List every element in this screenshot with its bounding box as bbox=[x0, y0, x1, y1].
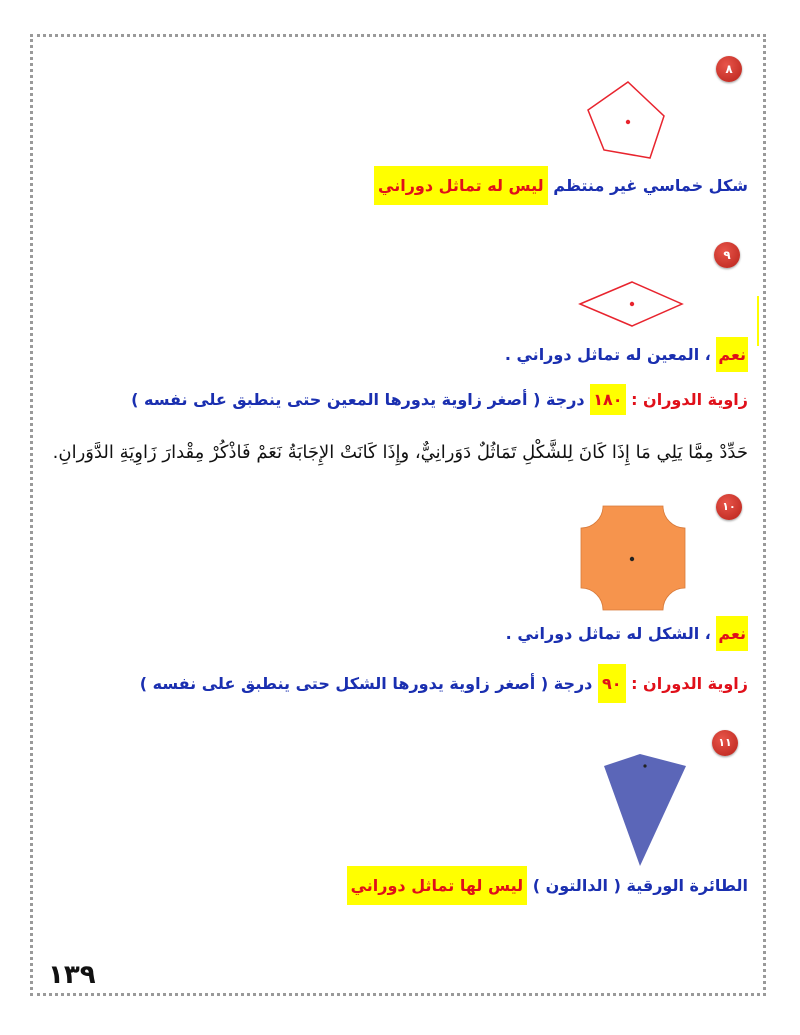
page-number: ١٣٩ bbox=[48, 960, 96, 990]
q9-degree-word: درجة bbox=[545, 390, 585, 409]
q9-angle-value: ١٨٠ bbox=[590, 384, 625, 415]
margin-mark bbox=[757, 296, 759, 346]
q9-yes: نعم bbox=[716, 337, 748, 372]
q10-answer-line bbox=[506, 624, 748, 643]
kite-shape bbox=[602, 752, 688, 868]
rhombus-shape bbox=[578, 280, 688, 330]
q9-text: ، المعين له تماثل دوراني . bbox=[504, 345, 711, 364]
q9-angle-line bbox=[131, 390, 748, 409]
q9-angle-label: زاوية الدوران : bbox=[631, 390, 748, 409]
q10-explanation: ( أصغر زاوية يدورها الشكل حتى ينطبق على نفسه ) bbox=[139, 674, 549, 693]
cross-shape bbox=[579, 504, 687, 612]
question-number-9: ٩ bbox=[714, 242, 740, 268]
question-number-11: ١١ bbox=[712, 730, 738, 756]
irregular-pentagon-shape bbox=[586, 80, 676, 160]
q9-explanation: ( أصغر زاوية يدورها المعين حتى ينطبق على نفسه ) bbox=[131, 390, 541, 409]
q9-answer-line bbox=[505, 345, 748, 364]
question-number-8: ٨ bbox=[716, 56, 742, 82]
q8-answer-line bbox=[374, 176, 748, 195]
q8-text: شكل خماسي غير منتظم bbox=[553, 176, 748, 195]
q11-answer: ليس لها تماثل دوراني bbox=[347, 866, 528, 905]
q10-angle-label: زاوية الدوران : bbox=[631, 674, 748, 693]
q8-answer: ليس له تماثل دوراني bbox=[374, 166, 548, 205]
q10-yes: نعم bbox=[716, 616, 748, 651]
instruction-text: حَدِّدْ مِمَّا يَلِي مَا إِذَا كَانَ لِلشَّكْلِ تَمَاثُلٌ دَوَرانِيٌّ، وإِذَا كَانَتْ الإِجَابَةُ نَعَمْ فَاذْكُرْ مِقْدارَ زَاوِيَةِ الدَّوَرانِ. bbox=[52, 442, 748, 463]
q10-text: ، الشكل له تماثل دوراني . bbox=[505, 624, 711, 643]
q11-answer-line bbox=[347, 876, 748, 895]
q10-angle-line bbox=[140, 674, 748, 693]
q10-degree-word: درجة bbox=[553, 674, 593, 693]
q10-angle-value: ٩٠ bbox=[598, 664, 626, 703]
question-number-10: ١٠ bbox=[716, 494, 742, 520]
q11-text: الطائرة الورقية ( الدالتون ) bbox=[532, 876, 748, 895]
